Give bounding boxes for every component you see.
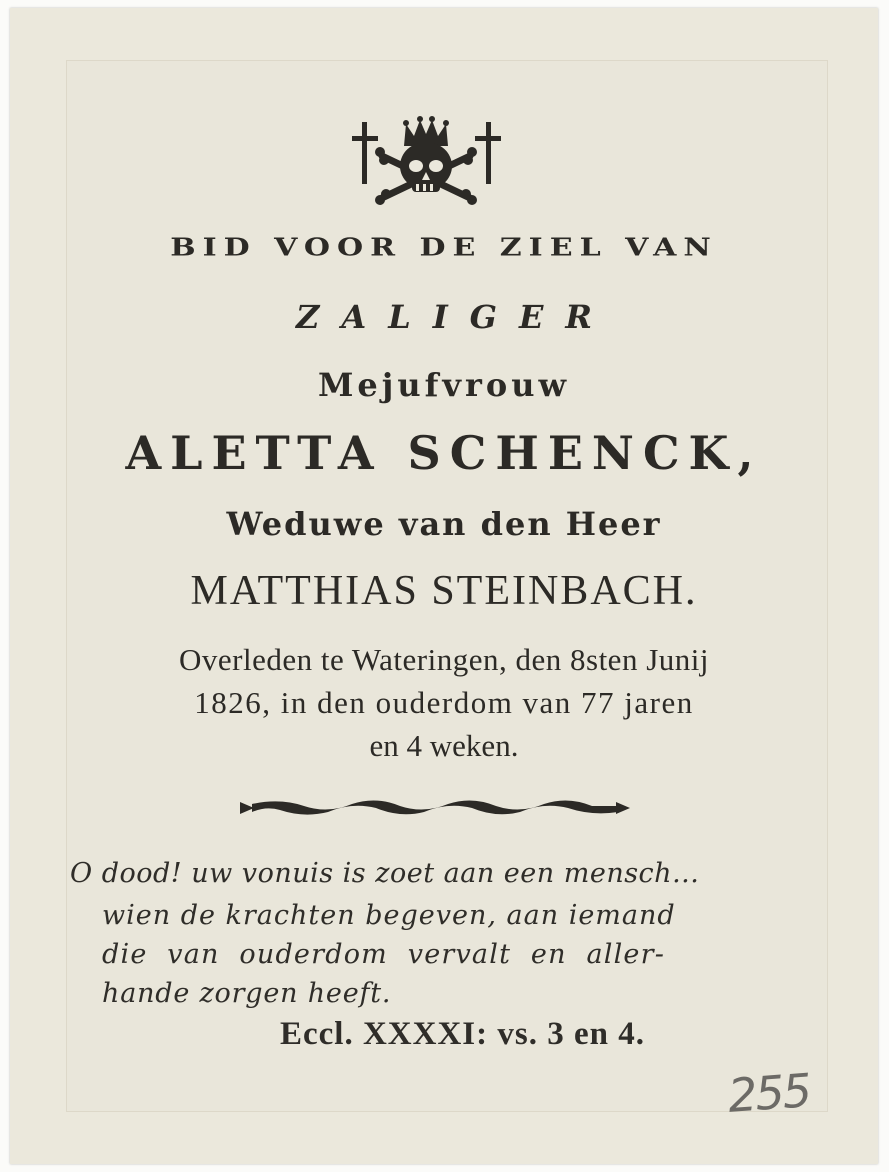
scripture-reference: Eccl. XXXXI: vs. 3 en 4. — [280, 1016, 645, 1052]
obituary-line: Overleden te Wateringen, den 8sten Junij — [178, 642, 709, 677]
honorific: Mejufvrouw — [318, 366, 570, 404]
widow-of-line: Weduwe van den Heer — [226, 505, 662, 543]
obituary-line: 1826, in den ouderdom van 77 jaren — [194, 685, 694, 720]
scripture-quote-line: O dood! uw vonuis is zoet aan een mensch... — [70, 858, 700, 889]
obituary-line: en 4 weken. — [369, 728, 519, 763]
heading-pray-for-soul: BID VOOR DE ZIEL VAN — [170, 233, 718, 262]
pencil-inventory-number: 255 — [726, 1063, 812, 1123]
husband-name: MATTHIAS STEINBACH. — [190, 568, 698, 614]
skull-crossbones-icon — [348, 110, 504, 208]
ornamental-divider-icon — [240, 796, 630, 818]
scripture-quote-line: wien de krachten begeven, aan iemand — [102, 900, 676, 931]
prayer-card — [10, 8, 878, 1164]
scripture-quote-line: die van ouderdom vervalt en aller- — [102, 939, 666, 970]
deceased-name: ALETTA SCHENCK, — [125, 426, 763, 480]
heading-late: ZALIGER — [296, 298, 614, 336]
scripture-quote-line: hande zorgen heeft. — [102, 978, 392, 1009]
